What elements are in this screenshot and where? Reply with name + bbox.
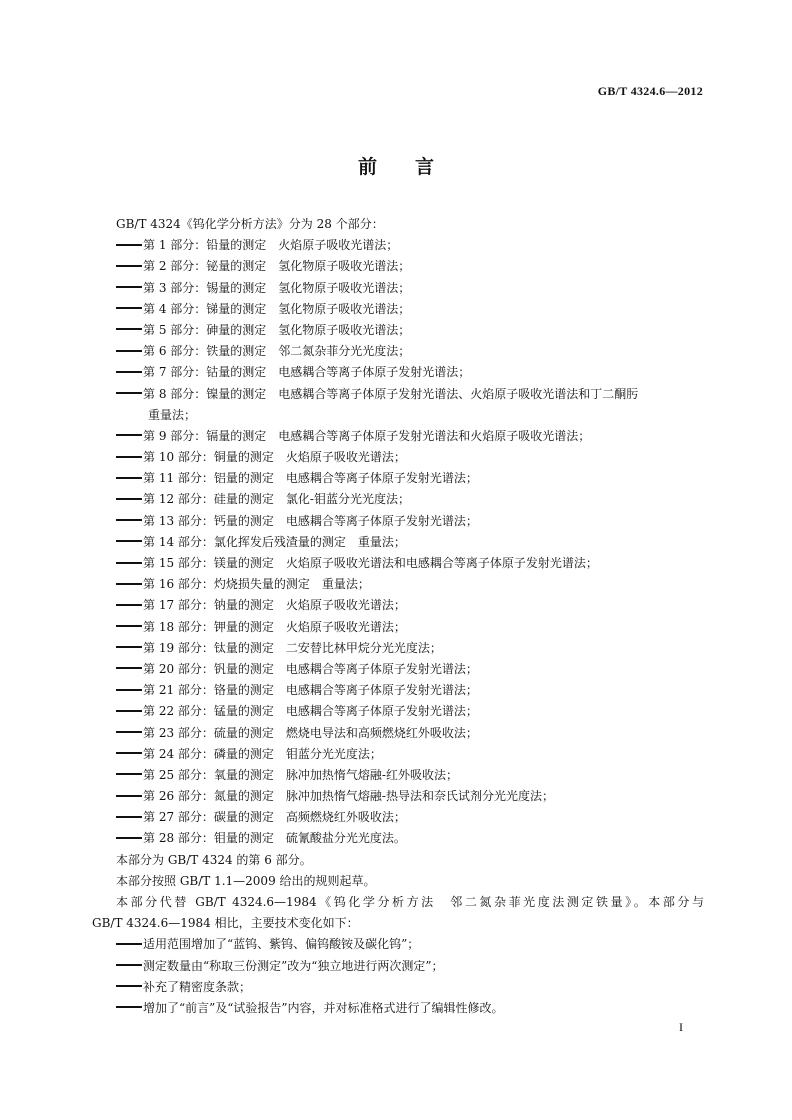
em-dash-marker <box>116 646 142 648</box>
list-item-text: 第 25 部分：氧量的测定 脉冲加热惰气熔融-红外吸收法； <box>143 767 458 782</box>
em-dash-marker <box>116 1006 142 1008</box>
list-item-text: 第 12 部分：硅量的测定 氯化-钼蓝分光光度法； <box>143 492 410 507</box>
list-item <box>92 659 704 680</box>
change-item-text: 增加了“前言”及“试验报告”内容，并对标准格式进行了编辑性修改。 <box>143 1000 504 1015</box>
list-item-text: 第 19 部分：钛量的测定 二安替比林甲烷分光光度法； <box>143 640 442 655</box>
list-item-text: 第 27 部分：碳量的测定 高频燃烧红外吸收法； <box>143 810 406 825</box>
list-item-text: 第 24 部分：磷量的测定 钼蓝分光光度法； <box>143 746 382 761</box>
list-item-text: 第 6 部分：铁量的测定 邻二氮杂菲分光光度法； <box>143 344 411 359</box>
list-item-text: 第 13 部分：钙量的测定 电感耦合等离子体原子发射光谱法； <box>143 513 478 528</box>
list-item <box>92 723 704 744</box>
list-item <box>92 235 704 256</box>
em-dash-marker <box>116 307 142 309</box>
list-item <box>92 574 704 595</box>
list-item-text: 第 2 部分：铋量的测定 氢化物原子吸收光谱法； <box>143 259 411 274</box>
list-item-text: 第 18 部分：钾量的测定 火焰原子吸收光谱法； <box>143 619 406 634</box>
em-dash-marker <box>116 625 142 627</box>
list-item-text: 第 5 部分：砷量的测定 氢化物原子吸收光谱法； <box>143 322 411 337</box>
em-dash-marker <box>116 773 142 775</box>
list-item-text: 第 14 部分：氯化挥发后残渣量的测定 重量法； <box>143 534 406 549</box>
intro-paragraph: GB/T 4324《钨化学分析方法》分为 28 个部分： <box>116 217 384 231</box>
list-item <box>92 511 704 532</box>
list-item-text: 第 16 部分：灼烧损失量的测定 重量法； <box>143 577 370 592</box>
em-dash-marker <box>116 710 142 712</box>
list-item-text: 第 22 部分：锰量的测定 电感耦合等离子体原子发射光谱法； <box>143 704 478 719</box>
em-dash-marker <box>116 731 142 733</box>
em-dash-marker <box>116 837 142 839</box>
list-item-text: 第 20 部分：钒量的测定 电感耦合等离子体原子发射光谱法； <box>143 661 478 676</box>
em-dash-marker <box>116 519 142 521</box>
part-statement-paragraph: 本部分为 GB/T 4324 的第 6 部分。 <box>116 852 312 867</box>
em-dash-marker <box>116 583 142 585</box>
list-item-text: 第 15 部分：镁量的测定 火焰原子吸收光谱法和电感耦合等离子体原子发射光谱法； <box>143 556 598 570</box>
change-item <box>92 977 704 998</box>
list-item <box>92 765 704 786</box>
list-item-continuation: 重量法； <box>148 407 197 422</box>
list-item-text: 第 21 部分：铬量的测定 电感耦合等离子体原子发射光谱法； <box>143 683 478 698</box>
em-dash-marker <box>116 244 142 246</box>
change-item <box>92 934 704 955</box>
list-item <box>92 447 704 468</box>
page-number: I <box>679 1020 683 1034</box>
em-dash-marker <box>116 477 142 479</box>
em-dash-marker <box>116 456 142 458</box>
em-dash-marker <box>116 371 142 373</box>
list-item <box>92 617 704 638</box>
list-item <box>92 744 704 765</box>
list-item <box>92 553 704 574</box>
list-item <box>92 362 704 383</box>
em-dash-marker <box>116 964 142 966</box>
list-item-text: 第 1 部分：铅量的测定 火焰原子吸收光谱法； <box>143 238 399 253</box>
list-item-text: 第 26 部分：氮量的测定 脉冲加热惰气熔融-热导法和奈氏试剂分光光度法； <box>143 789 554 804</box>
list-item <box>92 786 704 807</box>
list-item <box>92 701 704 722</box>
list-item <box>92 828 704 849</box>
list-item <box>92 468 704 489</box>
list-item <box>92 256 704 277</box>
list-item <box>92 426 704 447</box>
list-item <box>92 320 704 341</box>
replacement-paragraph-line2: GB/T 4324.6—1984 相比，主要技术变化如下： <box>92 916 359 931</box>
change-item-text: 补充了精密度条款； <box>143 979 252 994</box>
em-dash-marker <box>116 328 142 330</box>
document-body <box>92 214 704 1019</box>
em-dash-marker <box>116 265 142 267</box>
list-item <box>92 299 704 320</box>
em-dash-marker <box>116 350 142 352</box>
em-dash-marker <box>116 816 142 818</box>
list-item <box>92 489 704 510</box>
change-item-text: 测定数量由“称取三份测定”改为“独立地进行两次测定”； <box>143 958 444 973</box>
change-item <box>92 998 704 1019</box>
list-item-text: 第 23 部分：硫量的测定 燃烧电导法和高频燃烧红外吸收法； <box>143 725 478 740</box>
em-dash-marker <box>116 286 142 288</box>
list-item-text: 第 28 部分：钼量的测定 硫氰酸盐分光光度法。 <box>143 831 406 846</box>
list-item-text: 第 3 部分：锡量的测定 氢化物原子吸收光谱法； <box>143 280 411 295</box>
standard-code: GB/T 4324.6—2012 <box>597 84 703 98</box>
list-item <box>92 278 704 299</box>
em-dash-marker <box>116 943 142 945</box>
list-item-text: 第 4 部分：锑量的测定 氢化物原子吸收光谱法； <box>143 301 411 316</box>
list-item <box>92 807 704 828</box>
page-title: 前言 <box>357 156 472 178</box>
list-item-text: 第 11 部分：铝量的测定 电感耦合等离子体原子发射光谱法； <box>143 471 478 486</box>
list-item-text: 第 17 部分：钠量的测定 火焰原子吸收光谱法； <box>143 598 406 613</box>
em-dash-marker <box>116 434 142 436</box>
list-item <box>92 680 704 701</box>
list-item-text: 第 7 部分：钴量的测定 电感耦合等离子体原子发射光谱法； <box>143 365 471 380</box>
list-item <box>92 595 704 616</box>
list-item <box>92 638 704 659</box>
drafting-rule-paragraph: 本部分按照 GB/T 1.1—2009 给出的规则起草。 <box>116 873 376 888</box>
em-dash-marker <box>116 985 142 987</box>
change-item <box>92 956 704 977</box>
em-dash-marker <box>116 498 142 500</box>
list-item-text: 第 10 部分：铜量的测定 火焰原子吸收光谱法； <box>143 450 406 465</box>
list-item-text: 第 8 部分：镍量的测定 电感耦合等离子体原子发射光谱法、火焰原子吸收光谱法和丁二酮肟 <box>143 386 639 401</box>
em-dash-marker <box>116 604 142 606</box>
list-item-text: 第 9 部分：镉量的测定 电感耦合等离子体原子发射光谱法和火焰原子吸收光谱法； <box>143 428 591 443</box>
em-dash-marker <box>116 752 142 754</box>
change-item-text: 适用范围增加了“蓝钨、紫钨、偏钨酸铵及碳化钨”； <box>143 937 420 952</box>
list-item <box>92 384 704 405</box>
em-dash-marker <box>116 562 142 564</box>
replacement-paragraph-line1: 本部分代替 GB/T 4324.6—1984《钨化学分析方法 邻二氮杂菲光度法测定铁量》。本部分与 <box>116 895 704 909</box>
list-item <box>92 532 704 553</box>
em-dash-marker <box>116 795 142 797</box>
em-dash-marker <box>116 667 142 669</box>
em-dash-marker <box>116 689 142 691</box>
em-dash-marker <box>116 540 142 542</box>
em-dash-marker <box>116 392 142 394</box>
list-item <box>92 341 704 362</box>
